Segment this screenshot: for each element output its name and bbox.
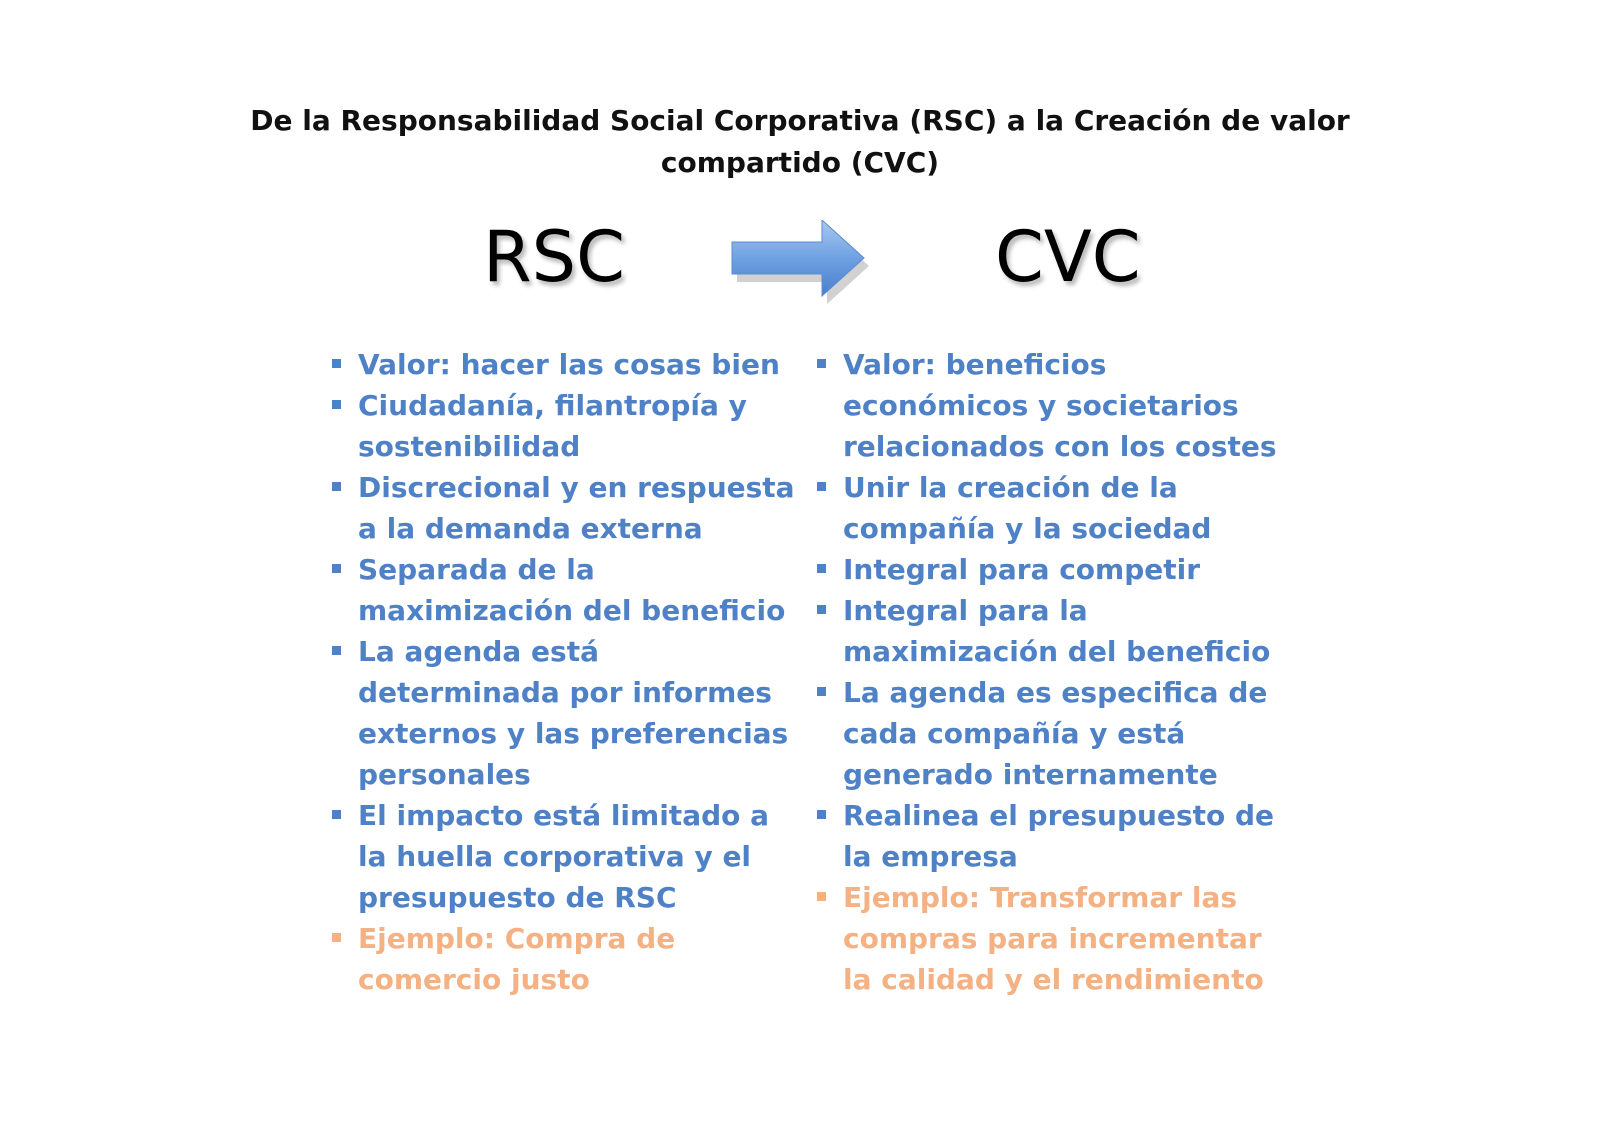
list-item-text: Realinea el presupuesto de la empresa bbox=[843, 799, 1275, 873]
square-bullet-icon bbox=[817, 810, 826, 819]
heading-cvc: CVC bbox=[995, 216, 1141, 298]
list-item bbox=[817, 344, 1287, 467]
list-item bbox=[817, 549, 1287, 590]
square-bullet-icon bbox=[332, 400, 341, 409]
list-item bbox=[332, 344, 802, 385]
heading-rsc: RSC bbox=[483, 216, 625, 298]
list-item bbox=[817, 672, 1287, 795]
slide-title: De la Responsabilidad Social Corporativa (RSC) a la Creación de valor compartido (CVC) bbox=[250, 104, 1350, 179]
right-arrow-icon bbox=[728, 220, 876, 304]
list-item-text: La agenda está determinada por informes externos y las preferencias personales bbox=[358, 635, 789, 791]
list-item-text: Ejemplo: Compra de comercio justo bbox=[358, 922, 676, 996]
square-bullet-icon bbox=[817, 482, 826, 491]
list-item-text: Discrecional y en respuesta a la demanda externa bbox=[358, 471, 795, 545]
list-item-text: Ciudadanía, filantropía y sostenibilidad bbox=[358, 389, 747, 463]
list-item bbox=[332, 549, 802, 631]
square-bullet-icon bbox=[332, 359, 341, 368]
cvc-list bbox=[817, 344, 1287, 1000]
list-item bbox=[332, 795, 802, 918]
square-bullet-icon bbox=[332, 564, 341, 573]
list-item-text: Ejemplo: Transformar las compras para incrementar la calidad y el rendimiento bbox=[843, 881, 1264, 996]
list-item-text: La agenda es especifica de cada compañía y está generado internamente bbox=[843, 676, 1268, 791]
square-bullet-icon bbox=[332, 646, 341, 655]
square-bullet-icon bbox=[332, 933, 341, 942]
list-item bbox=[817, 795, 1287, 877]
list-item-text: Integral para competir bbox=[843, 553, 1201, 586]
square-bullet-icon bbox=[817, 892, 826, 901]
square-bullet-icon bbox=[817, 687, 826, 696]
list-item-text: Integral para la maximización del beneficio bbox=[843, 594, 1271, 668]
list-item-text: Valor: hacer las cosas bien bbox=[358, 348, 780, 381]
list-item bbox=[817, 590, 1287, 672]
square-bullet-icon bbox=[817, 564, 826, 573]
list-item bbox=[332, 467, 802, 549]
square-bullet-icon bbox=[332, 810, 341, 819]
list-item-text: El impacto está limitado a la huella corporativa y el presupuesto de RSC bbox=[358, 799, 770, 914]
square-bullet-icon bbox=[817, 605, 826, 614]
example-item bbox=[817, 877, 1287, 1000]
list-item bbox=[817, 467, 1287, 549]
list-item bbox=[332, 631, 802, 795]
example-item bbox=[332, 918, 802, 1000]
square-bullet-icon bbox=[817, 359, 826, 368]
list-item-text: Valor: beneficios económicos y societarios relacionados con los costes bbox=[843, 348, 1277, 463]
list-item-text: Separada de la maximización del beneficio bbox=[358, 553, 786, 627]
rsc-list bbox=[332, 344, 802, 1000]
square-bullet-icon bbox=[332, 482, 341, 491]
list-item bbox=[332, 385, 802, 467]
list-item-text: Unir la creación de la compañía y la sociedad bbox=[843, 471, 1212, 545]
